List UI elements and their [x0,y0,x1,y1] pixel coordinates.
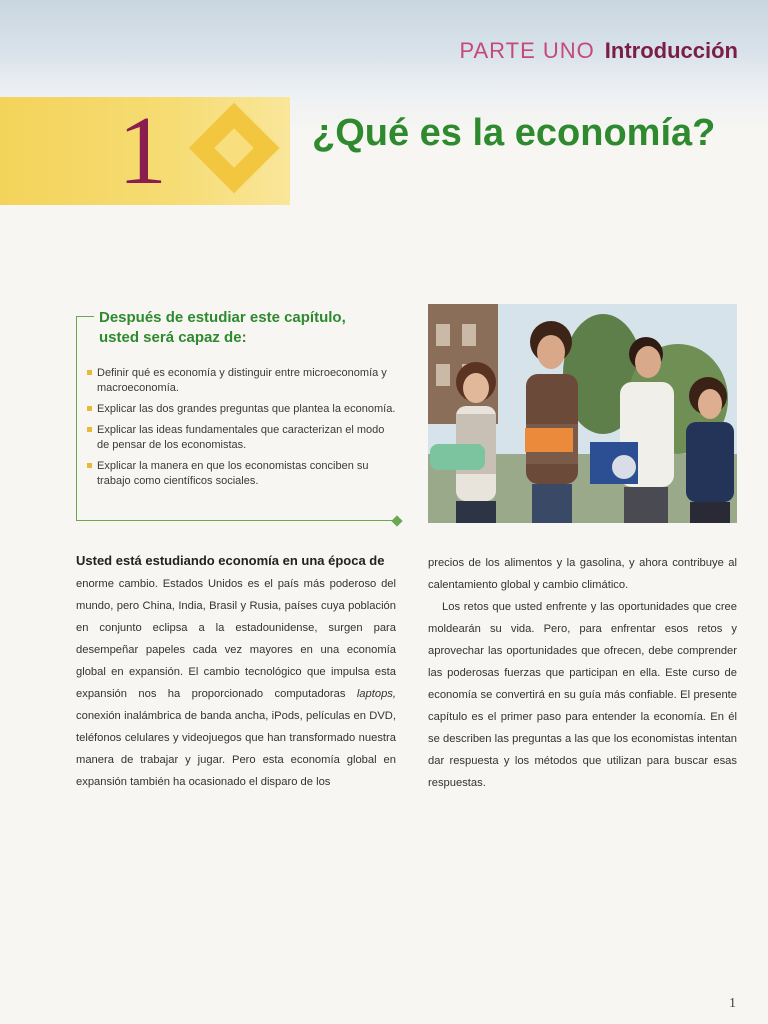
objective-item [87,459,397,489]
chapter-number: 1 [118,97,167,205]
objectives-list [87,366,397,495]
objective-item [87,366,397,396]
objective-text: Definir qué es economía y distinguir entre microeconomía y macroeconomía. [97,367,387,394]
learning-objectives-box [76,309,397,521]
chapter-title: ¿Qué es la economía? [312,112,716,154]
students-photo [428,304,737,523]
page-number: 1 [729,996,736,1011]
objective-text: Explicar las ideas fundamentales que caracterizan el modo de pensar de los economistas. [97,424,385,451]
body-italic-text: laptops, [356,688,396,700]
objective-item [87,402,397,417]
body-column-left [76,550,396,793]
objective-item [87,423,397,453]
body-paragraph: Los retos que usted enfrente y las oportunidades que cree moldearán su vida. Pero, para enfrentar esos retos y aprovechar las oportunidades que ofrecen, debe comprender las poderosas fuerzas que participan en ella. Este curso de economía se convertirá en su guía más confiable. El presente capítulo es el primer paso para entender la economía. En él se describen las preguntas a las que los economistas intentan dar respuesta y los métodos que utilizan para buscar esas respuestas. [428,601,737,789]
part-label: PARTE UNO [459,38,595,63]
body-text: enorme cambio. Estados Unidos es el país más poderoso del mundo, pero China, India, Brasil y Rusia, países cuya población en conjunto eclipsa a la estadounidense, surgen para desempeñar papeles cada vez mayores en una economía global en expansión. El cambio tecnológico que impulsa esta expansión nos ha proporcionado computadoras [76,578,396,700]
bullet-icon [87,463,92,468]
bullet-icon [87,370,92,375]
lead-sentence: Usted está estudiando economía en una época de [76,553,385,568]
bullet-icon [87,427,92,432]
body-text-end: conexión inalámbrica de banda ancha, iPods, películas en DVD, teléfonos celulares y videojuegos que han transformado nuestra manera de trabajar y jugar. Pero esta economía global en expansión también ha ocasionado el disparo de los [76,710,396,788]
objective-text: Explicar la manera en que los economistas conciben su trabajo como científicos sociales. [97,460,369,487]
bullet-icon [87,406,92,411]
part-header [459,38,738,64]
objectives-rule-tick [76,316,94,317]
objectives-end-diamond-icon [391,515,402,526]
objective-text: Explicar las dos grandes preguntas que plantea la economía. [97,403,396,415]
objectives-heading: Después de estudiar este capítulo, usted será capaz de: [99,309,346,346]
part-title: Introducción [604,38,738,63]
body-paragraph: precios de los alimentos y la gasolina, y ahora contribuye al calentamiento global y cambio climático. [428,557,737,591]
body-paragraph [76,550,396,793]
body-column-right [428,552,737,794]
students-illustration [428,304,737,523]
